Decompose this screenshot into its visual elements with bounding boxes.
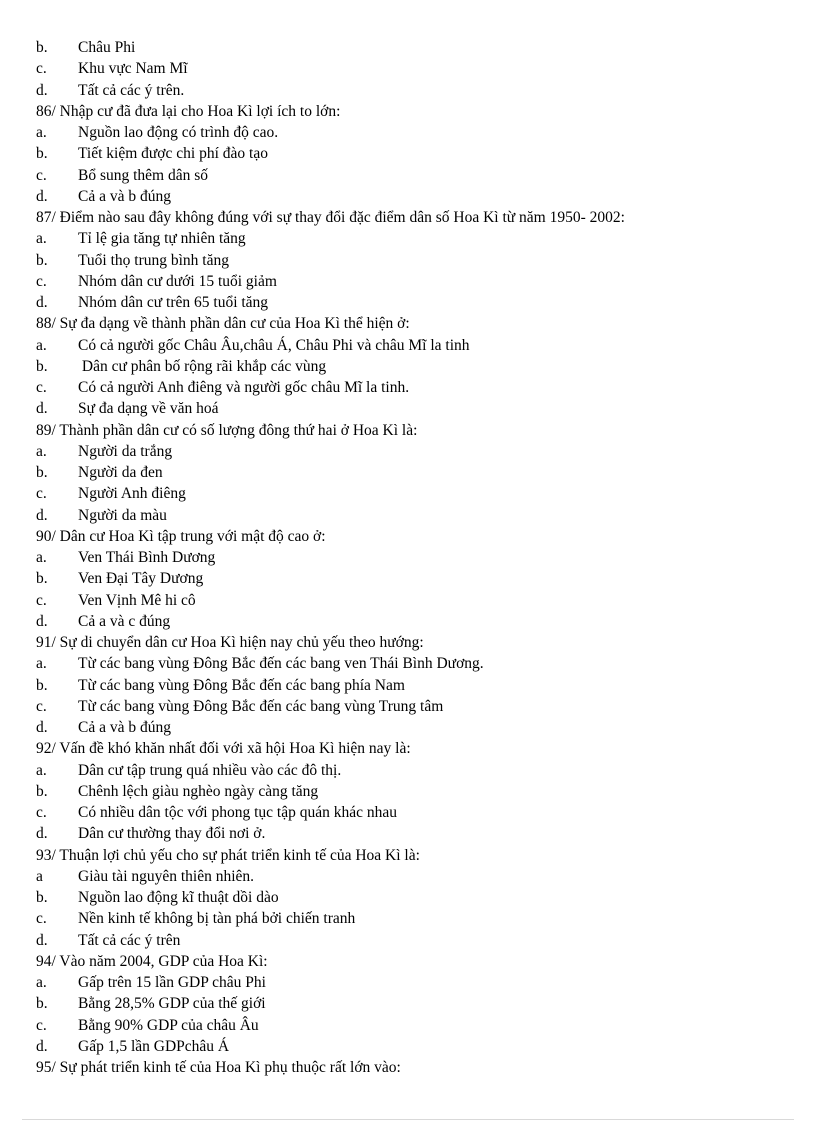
option-letter: a. <box>36 230 47 248</box>
answer-option <box>36 143 625 164</box>
answer-option <box>36 993 625 1014</box>
answer-option <box>36 271 625 292</box>
option-text: Người da màu <box>78 506 167 524</box>
question-text: 92/ Vấn đề khó khăn nhất đối với xã hội Hoa Kì hiện nay là: <box>36 740 411 758</box>
option-text: Nhóm dân cư dưới 15 tuổi giảm <box>78 272 277 290</box>
option-text: Ven Thái Bình Dương <box>78 549 216 566</box>
answer-option <box>36 930 625 951</box>
option-letter: c. <box>36 485 47 503</box>
question-text: 91/ Sự di chuyển dân cư Hoa Kì hiện nay chủ yếu theo hướng: <box>36 634 424 651</box>
option-letter: d. <box>36 400 48 418</box>
option-letter: d. <box>36 931 48 949</box>
answer-option <box>36 80 625 101</box>
option-letter: a. <box>36 442 47 460</box>
answer-option <box>36 292 625 313</box>
option-letter: b. <box>36 995 48 1013</box>
answer-option <box>36 186 625 207</box>
option-text: Bằng 90% GDP của châu Âu <box>78 1016 259 1034</box>
option-text: Dân cư tập trung quá nhiều vào các đô thị. <box>78 761 342 779</box>
option-letter: a. <box>36 761 47 779</box>
option-text: Ven Vịnh Mê hi cô <box>78 591 196 609</box>
option-letter: a. <box>36 549 47 566</box>
option-text: Dân cư phân bố rộng rãi khắp các vùng <box>78 357 327 375</box>
answer-option <box>36 781 625 802</box>
option-letter: d. <box>36 612 48 630</box>
option-text: Có cả người Anh điêng và người gốc châu Mĩ la tinh. <box>78 379 410 396</box>
option-text: Từ các bang vùng Đông Bắc đến các bang phía Nam <box>78 676 405 694</box>
option-text: Tiết kiệm được chi phí đào tạo <box>78 145 268 163</box>
option-text: Có cả người gốc Châu Âu,châu Á, Châu Phi và châu Mĩ la tinh <box>78 336 470 354</box>
option-letter: a. <box>36 336 47 354</box>
option-letter: a. <box>36 124 47 141</box>
option-text: Tất cả các ý trên <box>78 931 181 949</box>
option-letter: b. <box>36 782 48 800</box>
option-letter: a. <box>36 655 47 673</box>
option-letter: d. <box>36 81 48 99</box>
question-text: 88/ Sự đa dạng về thành phần dân cư của Hoa Kì thể hiện ở: <box>36 315 410 333</box>
document-body <box>36 37 625 1078</box>
option-letter: d. <box>36 825 48 843</box>
option-text: Từ các bang vùng Đông Bắc đến các bang vùng Trung tâm <box>78 697 444 715</box>
option-letter: b. <box>36 251 48 269</box>
option-letter: c. <box>36 379 47 396</box>
option-text: Bằng 28,5% GDP của thế giới <box>78 995 266 1013</box>
answer-option <box>36 675 625 696</box>
option-letter: c. <box>36 591 47 609</box>
answer-option <box>36 441 625 462</box>
answer-option <box>36 590 625 611</box>
answer-option <box>36 483 625 504</box>
answer-option <box>36 122 625 143</box>
option-text: Người Anh điêng <box>78 485 186 503</box>
option-letter: a <box>36 867 43 885</box>
answer-option <box>36 377 625 398</box>
answer-option <box>36 58 625 79</box>
answer-option <box>36 908 625 929</box>
option-text: Châu Phi <box>78 39 136 56</box>
question-text: 86/ Nhập cư đã đưa lại cho Hoa Kì lợi ích to lớn: <box>36 102 341 120</box>
option-text: Nguồn lao động kĩ thuật dồi dào <box>78 889 279 906</box>
answer-option <box>36 547 625 568</box>
option-letter: c. <box>36 60 47 78</box>
option-text: Cả a và b đúng <box>78 719 171 736</box>
option-text: Người da đen <box>78 464 163 481</box>
answer-option <box>36 1036 625 1057</box>
option-letter: a. <box>36 974 47 991</box>
question-text: 94/ Vào năm 2004, GDP của Hoa Kì: <box>36 952 268 970</box>
question-text: 95/ Sự phát triển kinh tế của Hoa Kì phụ thuộc rất lớn vào: <box>36 1059 401 1076</box>
option-text: Từ các bang vùng Đông Bắc đến các bang ven Thái Bình Dương. <box>78 655 484 673</box>
option-text: Bổ sung thêm dân số <box>78 166 209 184</box>
option-letter: b. <box>36 570 48 588</box>
option-letter: b. <box>36 39 48 56</box>
option-letter: d. <box>36 187 48 205</box>
answer-option <box>36 335 625 356</box>
option-text: Sự đa dạng về văn hoá <box>78 400 219 418</box>
option-letter: c. <box>36 272 47 290</box>
answer-option <box>36 462 625 483</box>
option-letter: b. <box>36 464 48 481</box>
option-letter: d. <box>36 506 48 524</box>
option-letter: c. <box>36 697 47 715</box>
option-letter: c. <box>36 804 47 821</box>
answer-option <box>36 165 625 186</box>
option-text: Gấp trên 15 lần GDP châu Phi <box>78 974 266 991</box>
answer-option <box>36 37 625 58</box>
option-text: Ven Đại Tây Dương <box>78 570 204 588</box>
answer-option <box>36 823 625 844</box>
question-text: 89/ Thành phần dân cư có số lượng đông thứ hai ở Hoa Kì là: <box>36 421 418 439</box>
answer-option <box>36 228 625 249</box>
option-text: Dân cư thường thay đổi nơi ở. <box>78 825 266 843</box>
option-text: Giàu tài nguyên thiên nhiên. <box>78 867 255 885</box>
answer-option <box>36 887 625 908</box>
option-text: Có nhiều dân tộc với phong tục tập quán khác nhau <box>78 804 397 821</box>
option-text: Nguồn lao động có trình độ cao. <box>78 124 279 141</box>
option-letter: b. <box>36 357 48 375</box>
answer-option <box>36 568 625 589</box>
option-letter: c. <box>36 1016 47 1034</box>
option-letter: b. <box>36 889 48 906</box>
option-text: Nhóm dân cư trên 65 tuổi tăng <box>78 294 269 311</box>
answer-option <box>36 972 625 993</box>
question-text: 87/ Điểm nào sau đây không đúng với sự thay đổi đặc điểm dân số Hoa Kì từ năm 1950- 2002: <box>36 209 625 226</box>
question-text: 90/ Dân cư Hoa Kì tập trung với mật độ cao ở: <box>36 527 326 545</box>
question-text: 93/ Thuận lợi chủ yếu cho sự phát triển kinh tế của Hoa Kì là: <box>36 846 420 864</box>
option-letter: d. <box>36 294 48 311</box>
page-bottom-divider <box>22 1119 794 1120</box>
option-text: Tỉ lệ gia tăng tự nhiên tăng <box>78 230 246 248</box>
option-letter: c. <box>36 910 47 928</box>
option-text: Người da trắng <box>78 442 173 460</box>
answer-option <box>36 250 625 271</box>
option-text: Tất cả các ý trên. <box>78 81 185 99</box>
answer-option <box>36 760 625 781</box>
option-text: Cả a và b đúng <box>78 187 171 205</box>
option-text: Gấp 1,5 lần GDPchâu Á <box>78 1037 230 1055</box>
answer-option <box>36 866 625 887</box>
answer-option <box>36 611 625 632</box>
answer-option <box>36 696 625 717</box>
option-text: Khu vực Nam Mĩ <box>78 60 188 78</box>
option-letter: b. <box>36 676 48 694</box>
option-letter: d. <box>36 1037 48 1055</box>
option-letter: c. <box>36 166 47 184</box>
answer-option <box>36 802 625 823</box>
answer-option <box>36 717 625 738</box>
answer-option <box>36 398 625 419</box>
option-text: Tuổi thọ trung bình tăng <box>78 251 229 269</box>
answer-option <box>36 505 625 526</box>
option-text: Nền kinh tế không bị tàn phá bởi chiến tranh <box>78 910 356 928</box>
option-text: Chênh lệch giàu nghèo ngày càng tăng <box>78 782 319 800</box>
answer-option <box>36 653 625 674</box>
answer-option <box>36 1015 625 1036</box>
answer-option <box>36 356 625 377</box>
option-letter: b. <box>36 145 48 163</box>
option-letter: d. <box>36 719 48 736</box>
option-text: Cả a và c đúng <box>78 612 171 630</box>
